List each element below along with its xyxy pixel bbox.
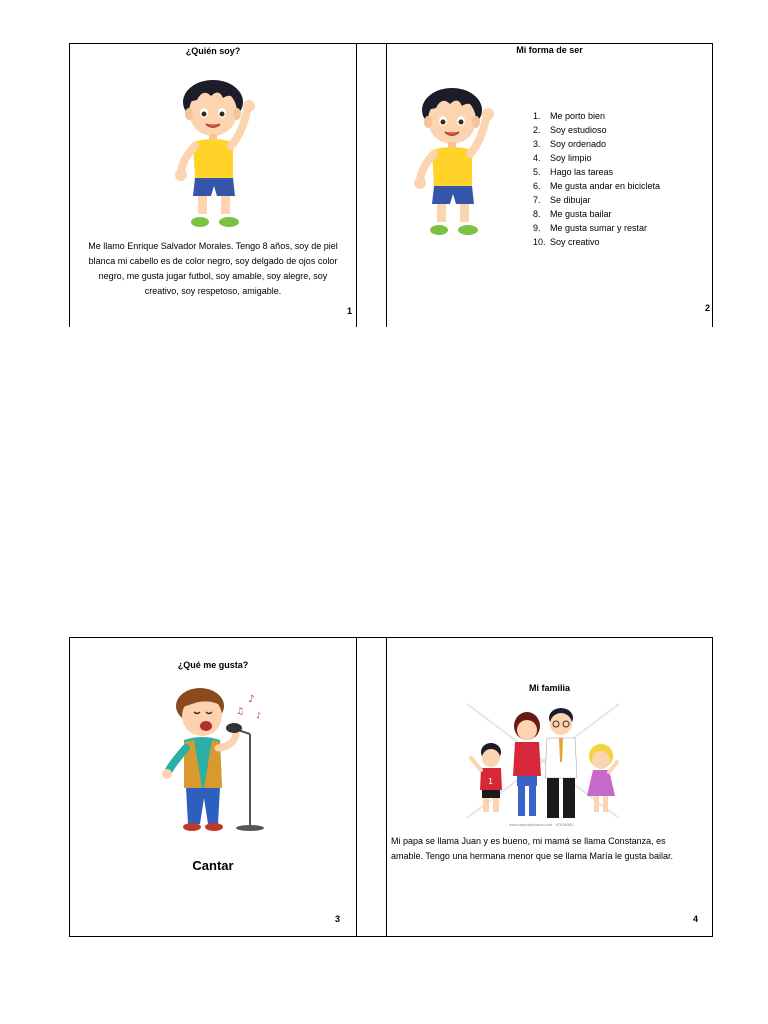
page-1-panel [69, 43, 357, 327]
page-2-number: 2 [704, 303, 710, 313]
page-2-title: Mi forma de ser [516, 45, 583, 55]
page-4-title: Mi familia [528, 683, 570, 693]
page-4-panel [386, 637, 713, 937]
boy-waving-illustration [412, 88, 502, 238]
svg-text:♪: ♪ [256, 711, 262, 720]
page-4-description: Mi papa se llama Juan y es bueno, mi mamá se llama Constanza, es amable. Tengo una hermana menor que se llama María le gusta bailar. [391, 836, 674, 861]
traits-list [533, 109, 660, 249]
list-item: 5. Hago las tareas [533, 167, 614, 177]
top-gutter-edge [357, 43, 386, 44]
family-illustration [467, 704, 619, 828]
list-item: 8. Me gusta bailar [533, 209, 612, 219]
list-item: 10. Soy creativo [533, 237, 600, 247]
page-1-description: Me llamo Enrique Salvador Morales. Tengo 8 años, soy de piel blanca mi cabello es de color negro, soy delgado de ojos color negro, me gusta jugar futbol, soy amable, soy alegre, soy creativo, soy respetoso, amigable. [88, 241, 338, 296]
page-1-number: 1 [346, 306, 352, 316]
singing-boy-illustration [164, 686, 274, 834]
list-item: 2. Soy estudioso [533, 125, 607, 135]
page-2-panel [387, 44, 712, 327]
page-3-number: 3 [334, 914, 340, 924]
list-item: 3. Soy ordenado [533, 139, 607, 149]
page-1-title: ¿Quién soy? [185, 46, 241, 56]
svg-text:♫: ♫ [236, 707, 245, 717]
favorite-activity: Cantar [192, 858, 234, 873]
image-watermark: www.depositphotos.com · 67836382 [509, 822, 574, 827]
page-4-number: 4 [692, 914, 698, 924]
boy-waving-illustration [173, 80, 263, 230]
list-item: 9. Me gusta sumar y restar [533, 223, 648, 233]
fold-line-top-right [712, 43, 713, 327]
page-3-panel [69, 637, 357, 937]
svg-text:♪: ♪ [248, 694, 255, 705]
list-item: 6. Me gusta andar en bicicleta [533, 181, 661, 191]
bottom-gutter [356, 637, 387, 937]
list-item: 1. Me porto bien [533, 111, 606, 121]
page-3-title: ¿Qué me gusta? [177, 660, 249, 670]
list-item: 7. Se dibujar [533, 195, 591, 205]
svg-text:1: 1 [488, 777, 494, 786]
list-item: 4. Soy limpio [533, 153, 592, 163]
